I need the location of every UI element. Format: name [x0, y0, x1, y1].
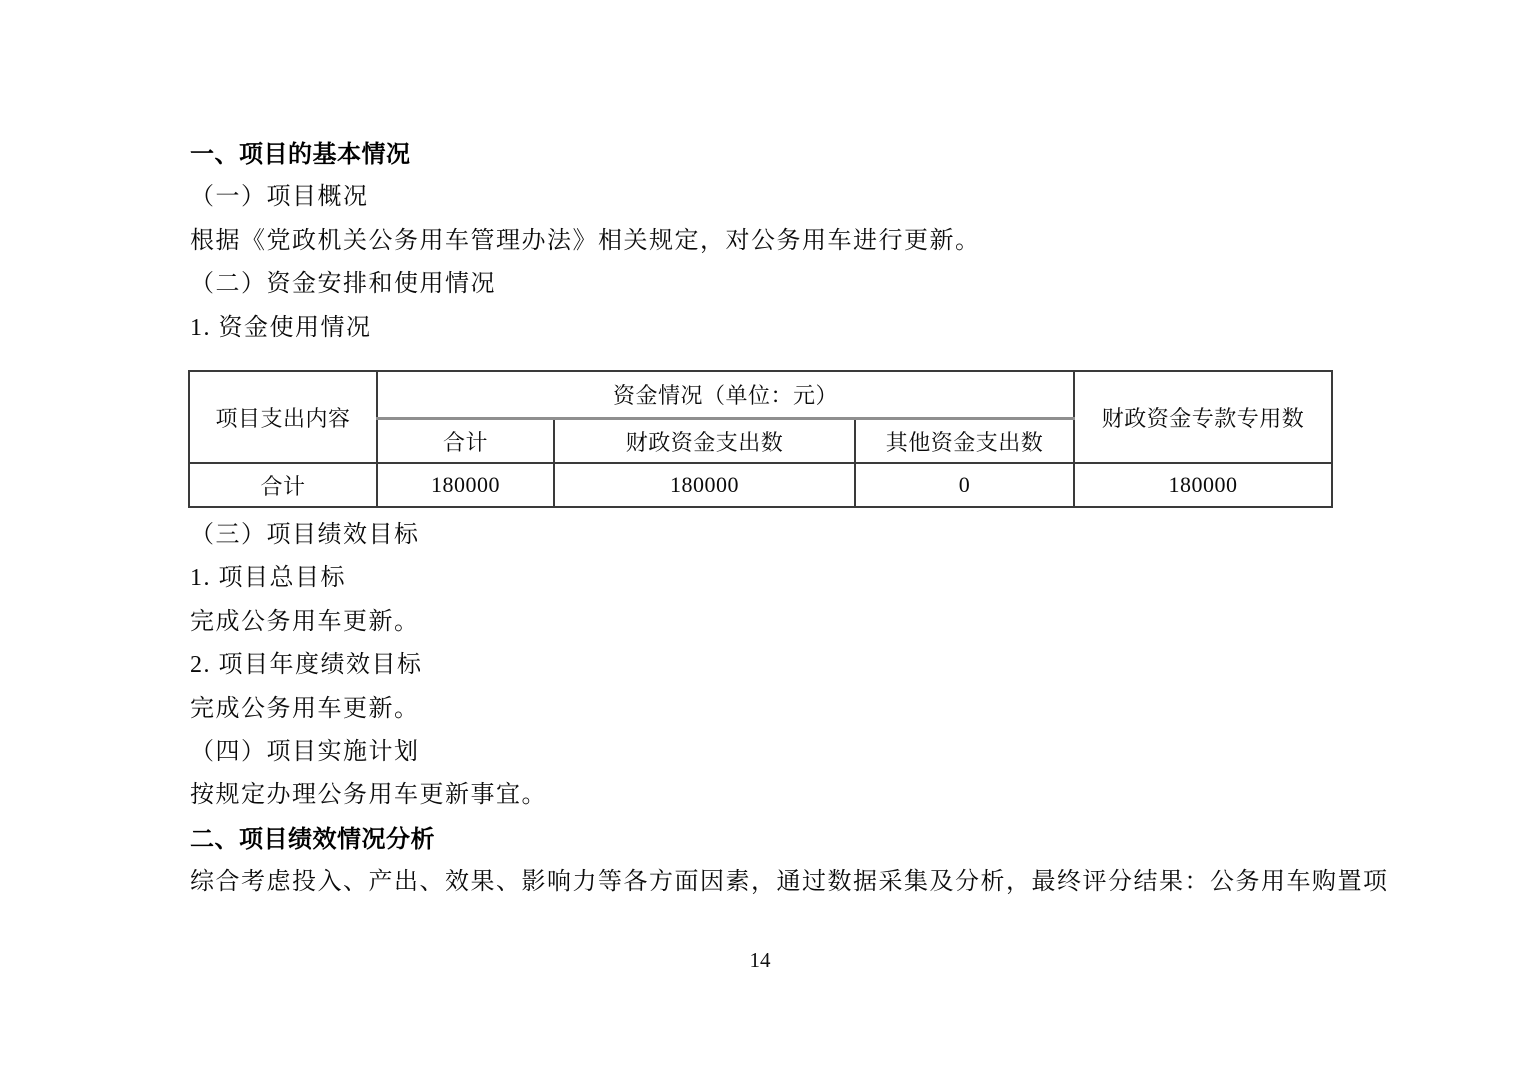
page-number: 14 — [749, 948, 771, 972]
table-right-header-cell: 财政资金专款专用数 — [1074, 371, 1332, 463]
table-cell-total: 180000 — [377, 463, 554, 507]
paragraph-performance-goal-title: （三）项目绩效目标 — [190, 522, 420, 549]
section-heading-performance-analysis: 二、项目绩效情况分析 — [190, 825, 435, 853]
table-subheader-total: 合计 — [377, 419, 554, 464]
paragraph-performance-analysis-body: 综合考虑投入、产出、效果、影响力等各方面因素，通过数据采集及分析，最终评分结果：公务用车购置项 — [190, 869, 1389, 896]
funds-table — [188, 370, 1333, 508]
paragraph-project-overview-title: （一）项目概况 — [190, 184, 369, 211]
table-cell-row-label: 合计 — [189, 463, 377, 507]
table-group-header-cell: 资金情况（单位：元） — [377, 371, 1074, 419]
table-cell-other-expense: 0 — [855, 463, 1074, 507]
paragraph-annual-goal-item: 2. 项目年度绩效目标 — [190, 652, 423, 679]
paragraph-implementation-plan-title: （四）项目实施计划 — [190, 739, 420, 766]
paragraph-implementation-plan-body: 按规定办理公务用车更新事宜。 — [190, 782, 547, 809]
table-subheader-fiscal-expense: 财政资金支出数 — [554, 419, 855, 464]
paragraph-annual-goal-body: 完成公务用车更新。 — [190, 695, 420, 722]
table-cell-earmarked: 180000 — [1074, 463, 1332, 507]
table-header-row-1 — [189, 371, 1332, 419]
paragraph-fund-usage-item: 1. 资金使用情况 — [190, 314, 372, 341]
section-heading-basic-info: 一、项目的基本情况 — [190, 141, 411, 168]
paragraph-funding-arrangement-title: （二）资金安排和使用情况 — [190, 271, 496, 298]
table-subheader-other-expense: 其他资金支出数 — [855, 419, 1074, 464]
table-cell-fiscal-expense: 180000 — [554, 463, 855, 507]
paragraph-overall-goal-body: 完成公务用车更新。 — [190, 608, 420, 635]
table-data-row — [189, 463, 1332, 507]
table-corner-header-cell: 项目支出内容 — [189, 371, 377, 463]
paragraph-overall-goal-item: 1. 项目总目标 — [190, 565, 346, 592]
document-body — [190, 133, 1390, 905]
paragraph-project-overview-body: 根据《党政机关公务用车管理办法》相关规定，对公务用车进行更新。 — [190, 227, 981, 254]
